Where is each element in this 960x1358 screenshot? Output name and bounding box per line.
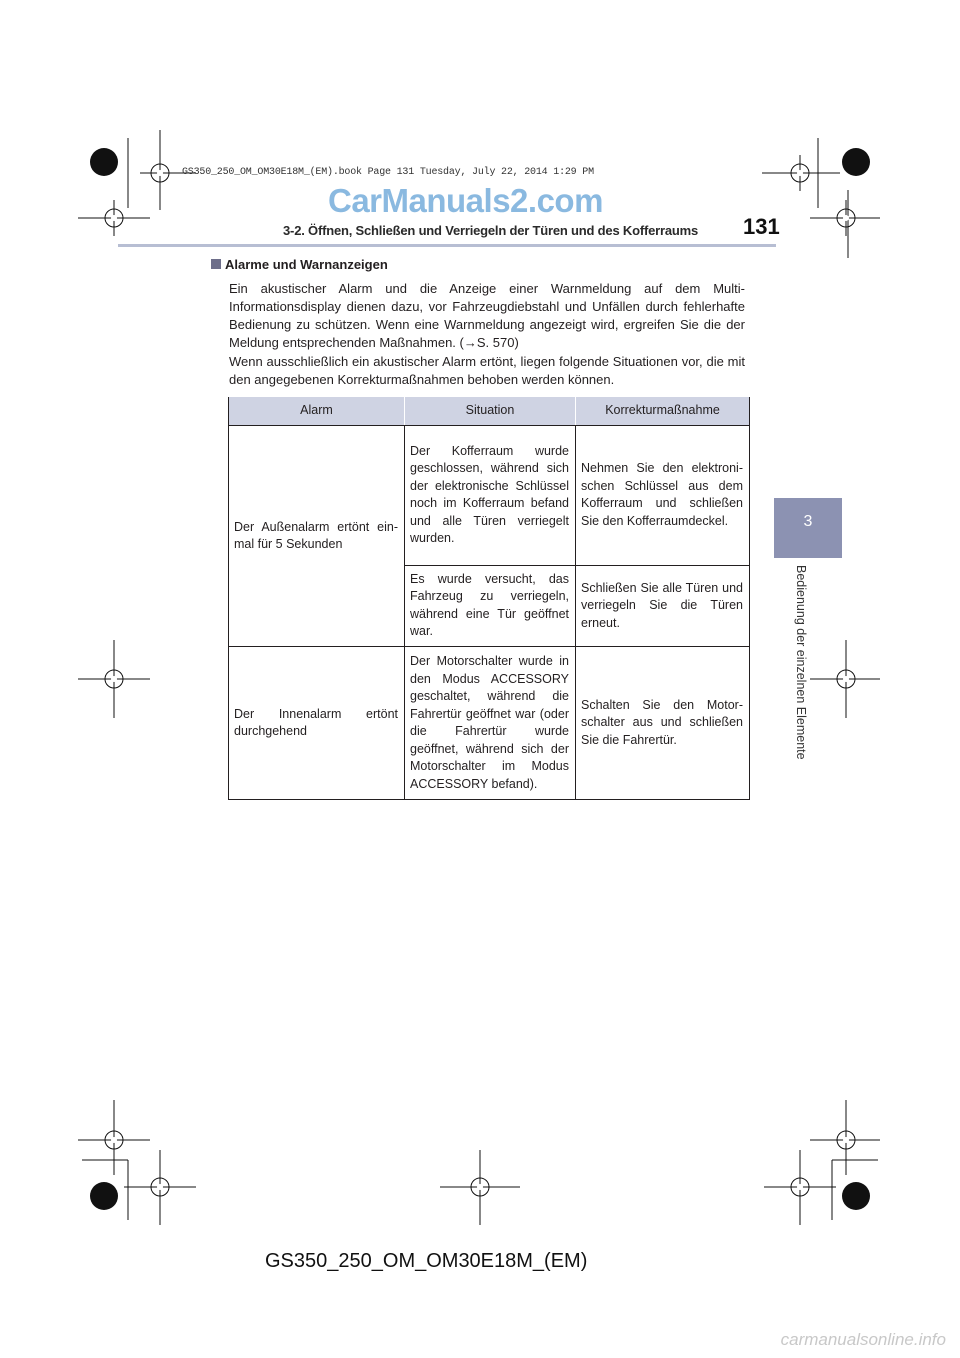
page-number: 131	[743, 214, 780, 239]
table-row	[229, 426, 750, 566]
alarm-cell: Der Innenalarm ertönt durchgehend	[229, 647, 405, 800]
situation-cell: Es wurde versucht, das Fahrzeug zu verriegeln, während eine Tür geöffnet war.	[405, 565, 576, 646]
intro-paragraph: Ein akustischer Alarm und die Anzeige einer Warnmeldung auf dem Multi-Informationsdisplay dienen dazu, vor Fahrzeugdiebstahl und Unfällen durch fehlerhafte Bedienung zu schützen. Wenn eine Warnmeldung angezeigt wird, ergreifen Sie die der Meldung entsprechenden Maßnahmen. (→S. 570)	[229, 281, 745, 350]
chapter-tab-number: 3	[803, 513, 813, 530]
column-header-situation: Situation	[405, 397, 576, 426]
situation-cell: Der Motorschalter wurde in den Modus ACCESSORY geschaltet, während die Fahrertür geöffnet war (oder die Fahrertür wurde geöffnet, während sich der Motorschalter im Modus ACCESSORY befand).	[405, 647, 576, 800]
footer-document-code: GS350_250_OM_OM30E18M_(EM)	[265, 1250, 588, 1272]
action-cell: Nehmen Sie den elektronischen Schlüssel aus dem Kofferraum und schließen Sie den Kofferraumdeckel.	[581, 461, 743, 528]
situation-cell: Der Kofferraum wurde geschlossen, während sich der elektronische Schlüssel noch im Kofferraum befand und alle Türen verriegelt wurden.	[405, 426, 576, 566]
action-cell: Schalten Sie den Motorschalter aus und schließen Sie die Fahrertür.	[576, 647, 750, 800]
watermark-logo: CarManuals2.com	[328, 182, 603, 219]
table-header-row	[229, 397, 750, 426]
section-heading	[211, 257, 388, 272]
print-info-line: GS350_250_OM_OM30E18M_(EM).book Page 131 Tuesday, July 22, 2014 1:29 PM	[182, 167, 594, 178]
action-cell: Schließen Sie alle Türen und verriegeln Sie die Türen erneut.	[576, 565, 750, 646]
column-header-action: Korrekturmaßnahme	[576, 397, 750, 426]
section-heading-text: Alarme und Warnanzeigen	[225, 257, 388, 272]
chapter-side-label: Bedienung der einzelnen Elemente	[794, 565, 808, 760]
chapter-header-title: 3-2. Öffnen, Schließen und Verriegeln der Türen und des Kofferraums	[283, 223, 698, 238]
column-header-alarm: Alarm	[229, 397, 405, 426]
header-rule	[118, 244, 776, 247]
site-watermark: carmanualsonline.info	[780, 1330, 946, 1349]
alarm-paragraph: Wenn ausschließlich ein akustischer Alarm ertönt, liegen folgende Situationen vor, die mit den angegebenen Korrekturmaßnahmen behoben werden können.	[229, 354, 745, 387]
alarm-cell: Der Außenalarm ertönt einmal für 5 Sekunden	[229, 426, 405, 647]
alarm-table	[228, 397, 750, 800]
square-bullet-icon	[211, 259, 221, 269]
table-row	[229, 647, 750, 800]
